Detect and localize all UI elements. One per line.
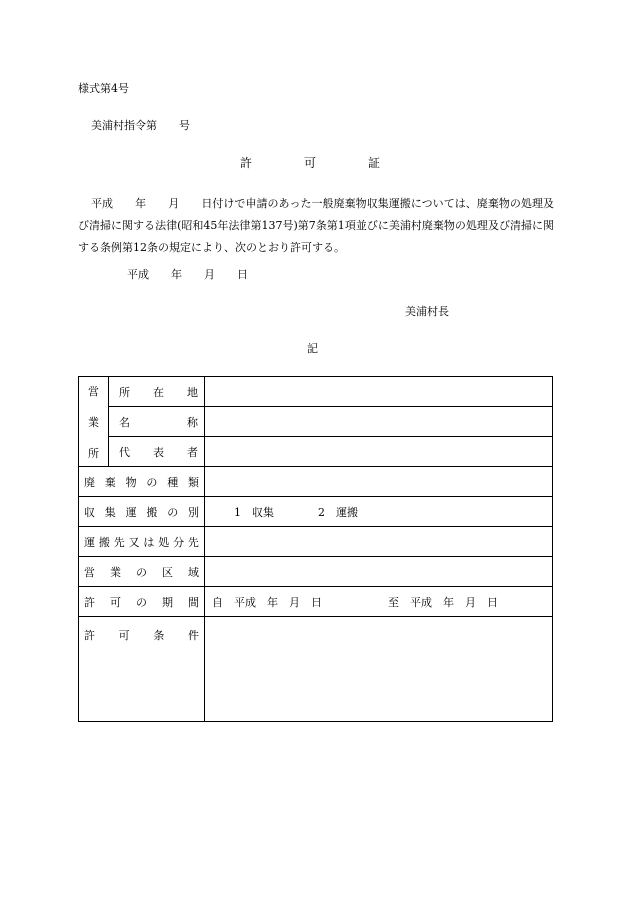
label-char: 区 [162, 565, 173, 579]
table-row [79, 407, 553, 437]
permit-details-table [78, 376, 553, 722]
form-number: 様式第4号 [78, 82, 129, 95]
representative-value[interactable] [205, 437, 553, 467]
label-char: 間 [188, 595, 199, 609]
table-row [79, 557, 553, 587]
label-char: 処 [158, 535, 170, 549]
waste-type-label [79, 467, 205, 497]
title-char: 許 [240, 156, 253, 170]
label-char: 可 [118, 629, 130, 642]
issuer-name: 美浦村長 [405, 305, 449, 318]
office-char: 業 [88, 415, 99, 429]
label-char: 物 [125, 475, 137, 489]
label-char: 営 [84, 565, 95, 579]
office-label-cell [79, 377, 109, 467]
label-char: 件 [187, 629, 199, 642]
label-char: 所 [119, 385, 130, 399]
label-char: 期 [162, 595, 173, 609]
name-label [109, 407, 205, 437]
label-char: 地 [187, 385, 198, 399]
label-char: 先 [113, 535, 125, 549]
area-value[interactable] [205, 557, 553, 587]
table-row [79, 437, 553, 467]
representative-label [109, 437, 205, 467]
category-value[interactable] [205, 497, 553, 527]
label-char: 棄 [104, 475, 116, 489]
location-value[interactable] [205, 377, 553, 407]
label-char: 搬 [146, 505, 158, 519]
label-char: は [143, 535, 155, 549]
label-char: の [136, 595, 147, 609]
area-label [79, 557, 205, 587]
label-char: の [136, 565, 147, 579]
label-char: 別 [187, 505, 199, 519]
label-char: 業 [110, 565, 121, 579]
destination-value[interactable] [205, 527, 553, 557]
label-char: 分 [173, 535, 185, 549]
office-char: 営 [88, 384, 99, 398]
conditions-label [79, 617, 205, 722]
label-char: 収 [84, 505, 95, 519]
office-char: 所 [88, 446, 99, 460]
conditions-value[interactable] [205, 617, 553, 722]
label-char: 種 [167, 475, 179, 489]
label-char: の [167, 505, 179, 519]
table-row [79, 467, 553, 497]
label-char: 名 [119, 415, 130, 429]
table-row [79, 587, 553, 617]
waste-type-value[interactable] [205, 467, 553, 497]
body-paragraph: 平成 年 月 日付けで申請のあった一般廃棄物収集運搬については、廃棄物の処理及び清掃に関する法律(昭和45年法律第137号)第7条第1項並びに美浦村廃棄物の処理及び清掃に関する条例第12条の規定により、次のとおり許可する。 [78, 197, 554, 254]
label-char: 集 [104, 505, 116, 519]
category-option-transport: 2 運搬 [318, 505, 358, 519]
label-char: 類 [187, 475, 199, 489]
label-char: 許 [84, 629, 95, 642]
label-char: の [146, 475, 158, 489]
document-title [240, 157, 380, 169]
period-label [79, 587, 205, 617]
category-option-collection: 1 収集 [234, 505, 274, 519]
label-char: 可 [110, 595, 121, 609]
table-row [79, 527, 553, 557]
label-char: 運 [125, 505, 137, 519]
title-char: 可 [303, 156, 316, 170]
label-char: 表 [153, 445, 164, 459]
label-char: 者 [187, 445, 198, 459]
table-row [79, 377, 553, 407]
label-char: 廃 [84, 475, 95, 489]
ki-heading: 記 [307, 342, 318, 355]
location-label [109, 377, 205, 407]
period-value[interactable] [205, 587, 553, 617]
label-char: 域 [188, 565, 199, 579]
table-row [79, 497, 553, 527]
label-char: 条 [153, 629, 165, 642]
label-char: 称 [187, 415, 198, 429]
period-to: 至 平成 年 月 日 [388, 595, 498, 609]
destination-label [79, 527, 205, 557]
name-value[interactable] [205, 407, 553, 437]
label-char: 又 [128, 535, 140, 549]
table-row [79, 617, 553, 722]
label-char: 在 [153, 385, 164, 399]
label-char: 許 [84, 595, 95, 609]
label-char: 運 [84, 535, 95, 549]
category-label [79, 497, 205, 527]
label-char: 先 [187, 535, 199, 549]
issue-date: 平成 年 月 日 [127, 268, 248, 281]
label-char: 搬 [98, 535, 110, 549]
period-from: 自 平成 年 月 日 [212, 595, 322, 609]
label-char: 代 [119, 445, 130, 459]
designation-number: 美浦村指令第 号 [91, 119, 190, 132]
title-char: 証 [367, 156, 380, 170]
